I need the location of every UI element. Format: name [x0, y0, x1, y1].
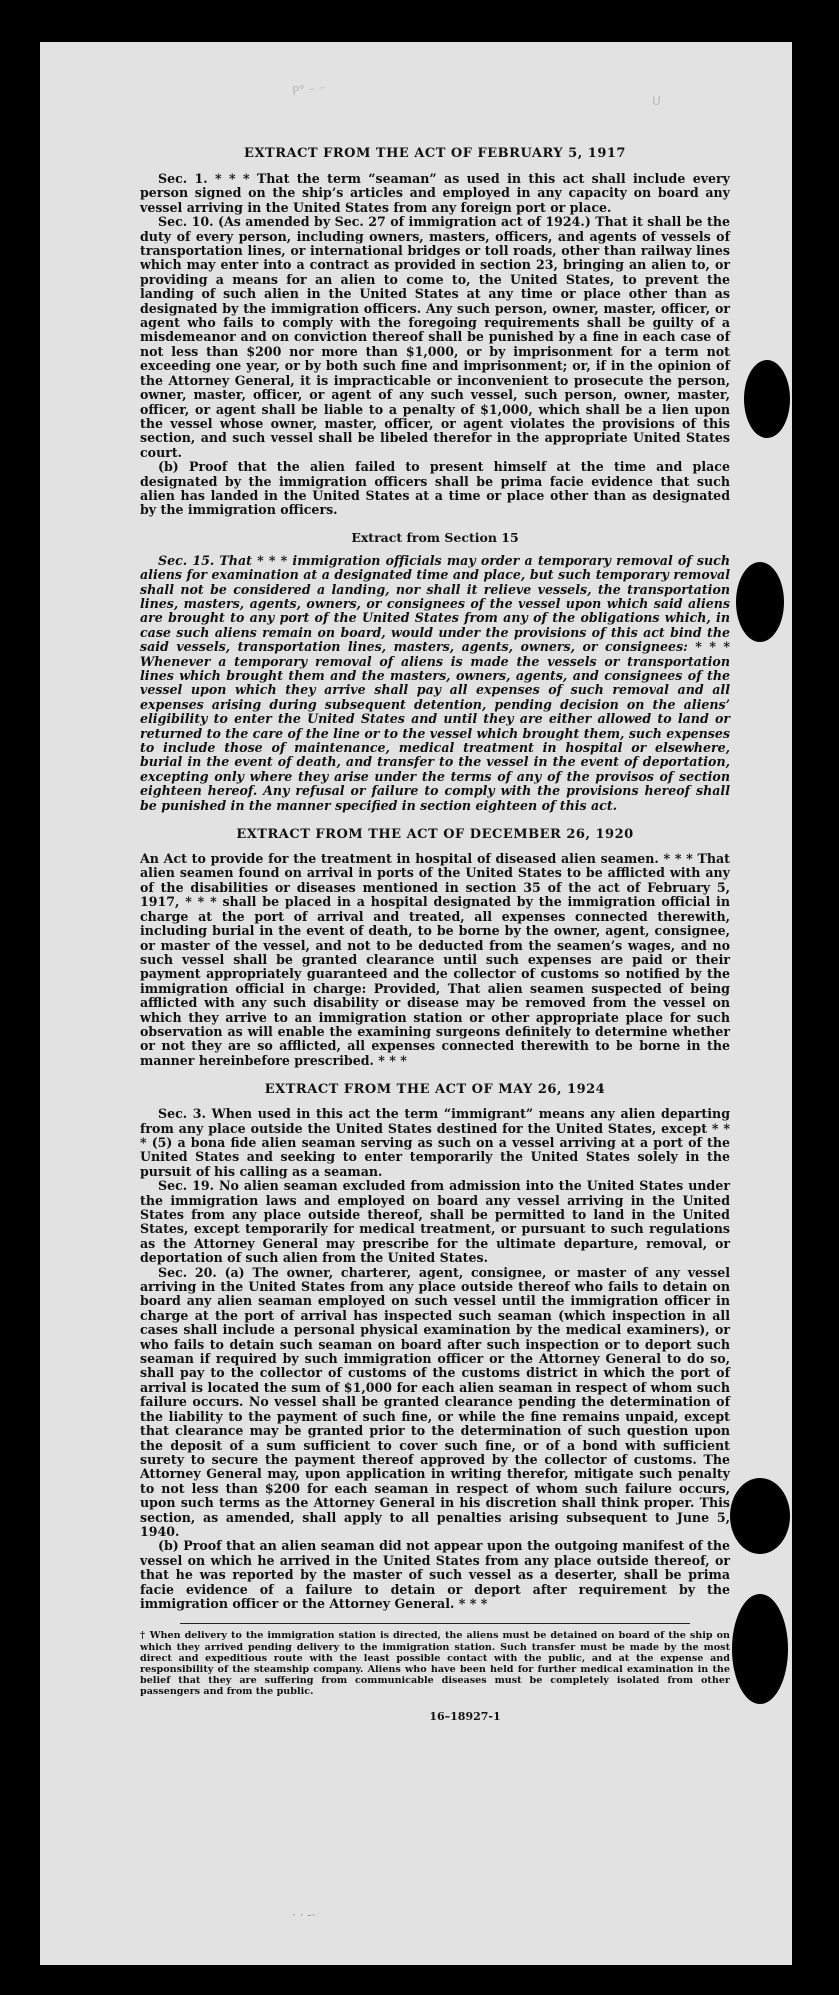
section-20b-text: (b) Proof that an alien seaman did not appear upon the outgoing manifest of the vessel on which he arrived in the United States from any place outside thereof, or that he was reported by the master of such vessel as a deserter, shall be prima facie evidence of a failure to detain or deport after requirement by the immigration officer or the Attorney General. * * * [140, 1538, 730, 1611]
top-right-mark: U [652, 94, 661, 108]
section-15-text: Sec. 15. That * * * immigration officials may order a temporary removal of such aliens for examination at a designated time and place, but such temporary removal shall not be considered a landing, nor shall it relieve vessels, the transportation lines, masters, agents, owners, or consignees of the vessel upon which said aliens are brought to any port of the United States from any of the obligations which, in case such aliens remain on board, would under the provisions of this act bind the said vessels, transportation lines, masters, agents, owners, or consignees: * * * Whenever a temporary removal of aliens is made the vessels or transportation lines which brought them and the masters, owners, agents, and consignees of the vessel upon which they arrive shall pay all expenses of such removal and all expenses arising during subsequent detention, pending decision on the aliens’ eligibility to enter the United States and until they are either allowed to land or returned to the care of the line or to the vessel which brought them, such expenses to include those of maintenance, medical treatment in hospital or elsewhere, burial in the event of death, and transfer to the vessel in the event of deportation, excepting only where they arise under the terms of any of the provisos of section eighteen hereof. Any refusal or failure to comply with the provisions hereof shall be punished in the manner specified in section eighteen of this act. [140, 552, 730, 813]
heading-act-1924: EXTRACT FROM THE ACT OF MAY 26, 1924 [264, 1082, 606, 1098]
act-1920-text: An Act to provide for the treatment in hospital of diseased alien seamen. * * * That alien seamen found on arrival in ports of the United States to be afflicted with any of the disabilities or diseases mentioned in section 35 of the act of February 5, 1917, * * * shall be placed in a hospital designated by the immigration official in charge at the port of arrival and treated, all expenses connected therewith, including burial in the event of death, to be borne by the owner, agent, consignee, or master of the vessel, and not to be deducted from the seamen’s wages, and no such vessel shall be granted clearance until such expenses are paid or their payment appropriately guaranteed and the collector of customs so notified by the immigration official in charge: Provided, That alien seamen suspected of being afflicted with any such disability or disease may be removed from the vessel on which they arrive to an immigration station or other appropriate place for such observation as will enable the examining surgeons definitely to determine whether or not they are so afflicted, all expenses connected therewith to be borne in the manner hereinbefore prescribed. * * * [140, 851, 730, 1068]
document-page [40, 42, 792, 1965]
heading-act-1920: EXTRACT FROM THE ACT OF DECEMBER 26, 1920 [236, 827, 634, 843]
hole-punch-blot [736, 562, 784, 642]
form-number: 16–18927-1 [429, 1709, 501, 1723]
section-1-text: Sec. 1. * * * That the term “seaman” as used in this act shall include every person signed on the ship’s articles and employed in any capacity on board any vessel arriving in the United States from any foreign port or place. [140, 171, 730, 215]
heading-act-1917: EXTRACT FROM THE ACT OF FEBRUARY 5, 1917 [244, 146, 626, 161]
footnote-divider [180, 1611, 690, 1624]
top-faint-stamp: P° – – [291, 79, 326, 99]
hole-punch-blot [744, 360, 790, 438]
hole-punch-blot [732, 1594, 788, 1704]
hole-punch-blot [730, 1478, 790, 1554]
section-10-text: Sec. 10. (As amended by Sec. 27 of immigration act of 1924.) That it shall be the duty of every person, including owners, masters, officers, and agents of vessels of transportation lines, or international bridges or toll roads, other than railway lines which may enter into a contract as provided in section 23, bringing an alien to, or providing a means for an alien to come to, the United States, to prevent the landing of such alien in the United States at any time or place other than as designated by the immigration officers. Any such person, owner, master, officer, or agent who fails to comply with the foregoing requirements shall be guilty of a misdemeanor and on conviction thereof shall be punished by a fine in each case of not less than $200 nor more than $1,000, or by imprisonment for a term not exceeding one year, or by both such fine and imprisonment; or, if in the opinion of the Attorney General, it is impracticable or inconvenient to prosecute the person, owner, master, officer, or agent of any such vessel, such person, owner, master, officer, or agent shall be liable to a penalty of $1,000, which shall be a lien upon the vessel whose owner, master, officer, or agent violates the provisions of this section, and such vessel shall be libeled therefor in the appropriate United States court. [140, 214, 730, 460]
heading-section-15: Extract from Section 15 [351, 529, 519, 545]
bottom-faint-mark: · · -· [292, 1908, 316, 1922]
section-20-text: Sec. 20. (a) The owner, charterer, agent, consignee, or master of any vessel arriving in the United States from any place outside thereof who fails to detain on board any alien seaman employed on such vessel until the immigration officer in charge at the port of arrival has inspected such seaman (which inspection in all cases shall include a personal physical examination by the medical examiners), or who fails to detain such seaman on board after such inspection or to deport such seaman if required by such immigration officer or the Attorney General to do so, shall pay to the collector of customs of the customs district in which the port of arrival is located the sum of $1,000 for each alien seaman in respect of whom such failure occurs. No vessel shall be granted clearance pending the determination of the liability to the payment of such fine, or while the fine remains unpaid, except that clearance may be granted prior to the determination of such question upon the deposit of a sum sufficient to cover such fine, or of a bond with sufficient surety to secure the payment thereof approved by the collector of customs. The Attorney General may, upon application in writing therefor, mitigate such penalty to not less than $200 for each seaman in respect of whom such failure occurs, upon such terms as the Attorney General in his discretion shall think proper. This section, as amended, shall apply to all penalties arising subsequent to June 5, 1940. [140, 1264, 730, 1539]
footnote-text: † When delivery to the immigration station is directed, the aliens must be detained on board of the ship on which they arrived pending delivery to the immigration station. Such transfer must be made by the most direct and expeditious route with the least possible contact with the public, and at the expense and responsibility of the steamship company. Aliens who have been held for further medical examination in the belief that they are suffering from communicable diseases must be completely isolated from other passengers and from the public. [140, 1630, 730, 1698]
section-3-text: Sec. 3. When used in this act the term “immigrant” means any alien departing from any place outside the United States destined for the United States, except * * * (5) a bona fide alien seaman serving as such on a vessel arriving at a port of the United States and seeking to enter temporarily the United States solely in the pursuit of his calling as a seaman. [140, 1106, 730, 1179]
main-text-block [140, 146, 730, 1723]
section-19-text: Sec. 19. No alien seaman excluded from admission into the United States under the immigration laws and employed on board any vessel arriving in the United States from any place outside thereof, shall be permitted to land in the United States, except temporarily for medical treatment, or pursuant to such regulations as the Attorney General may prescribe for the ultimate departure, removal, or deportation of such alien from the United States. [140, 1178, 730, 1266]
section-10b-text: (b) Proof that the alien failed to present himself at the time and place designated by the immigration officers shall be prima facie evidence that such alien has landed in the United States at a time or place other than as designated by the immigration officers. [140, 459, 730, 518]
